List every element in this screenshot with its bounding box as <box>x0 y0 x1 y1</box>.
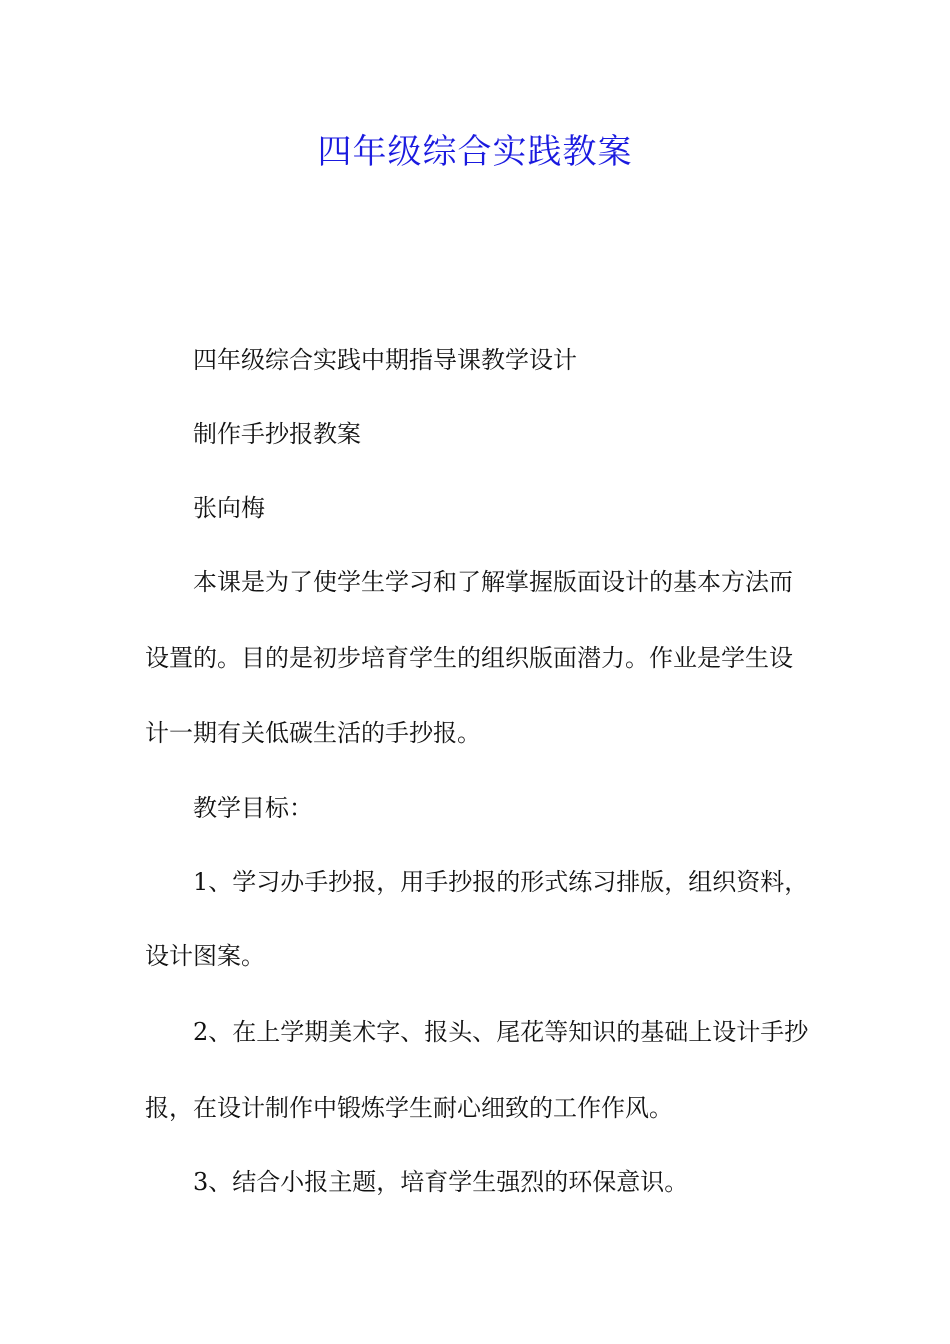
paragraph-line: 本课是为了使学生学习和了解掌握版面设计的基本方法而 <box>193 568 793 596</box>
list-item-line: 设计图案。 <box>145 942 265 970</box>
paragraph-line: 计一期有关低碳生活的手抄报。 <box>145 719 481 747</box>
list-item-line: 2、在上学期美术字、报头、尾花等知识的基础上设计手抄 <box>193 1018 809 1046</box>
paragraph-line: 设置的。目的是初步培育学生的组织版面潜力。作业是学生设 <box>145 644 793 672</box>
lesson-title-line: 制作手抄报教案 <box>193 420 361 448</box>
document-title: 四年级综合实践教案 <box>317 132 633 172</box>
section-heading-line: 教学目标： <box>193 794 313 822</box>
subtitle-line: 四年级综合实践中期指导课教学设计 <box>193 346 577 374</box>
list-item-line: 报，在设计制作中锻炼学生耐心细致的工作作风。 <box>145 1094 673 1122</box>
list-item-line: 1、学习办手抄报，用手抄报的形式练习排版，组织资料， <box>193 868 809 896</box>
author-line: 张向梅 <box>193 494 265 522</box>
list-item-line: 3、结合小报主题，培育学生强烈的环保意识。 <box>193 1168 689 1196</box>
